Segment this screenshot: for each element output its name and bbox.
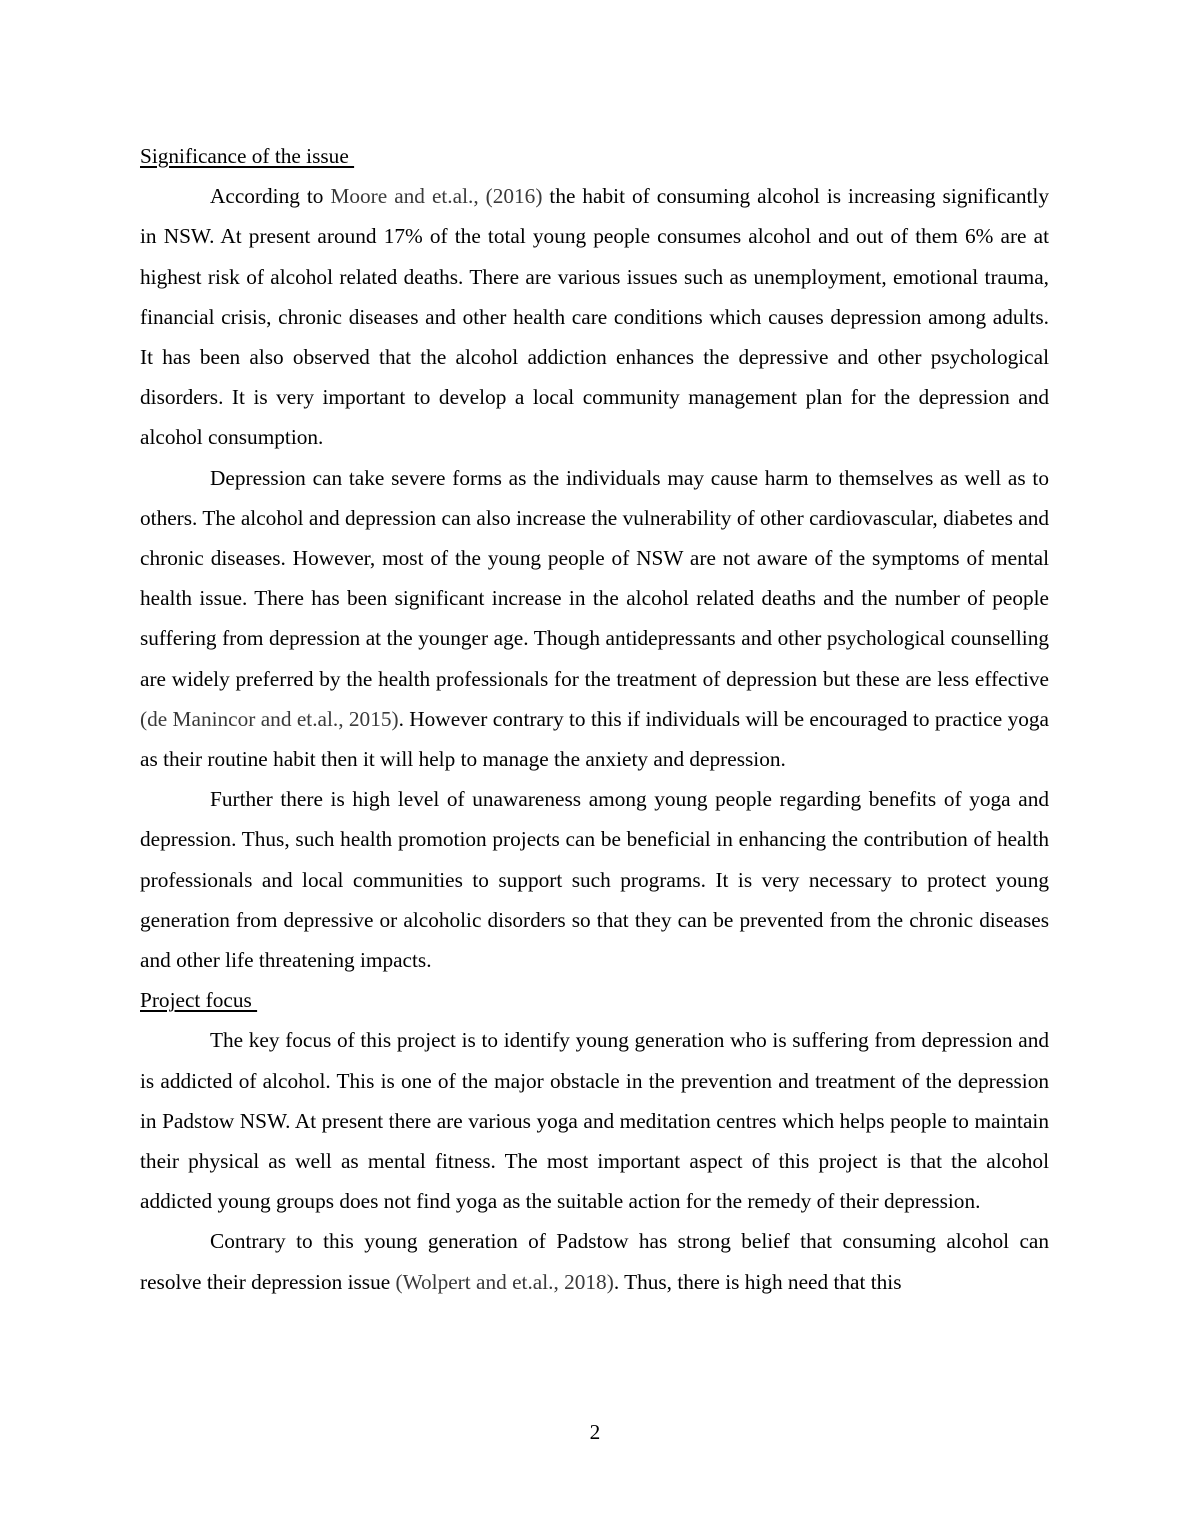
paragraph-project-focus-1: [140, 1020, 1049, 1221]
section-heading-significance: Significance of the issue: [140, 144, 355, 168]
paragraph-text: Contrary to this young generation of Padstow has strong belief that consuming alcohol can resolve their depression issue: [140, 1229, 1049, 1294]
paragraph-text: . However contrary to this if individuals will be encouraged to practice yoga as their routine habit then it will help to manage the anxiety and depression.: [140, 706, 1049, 772]
paragraph-significance-1: [140, 176, 1049, 457]
paragraph-significance-2: [140, 458, 1049, 780]
page-number: 2: [589, 1420, 601, 1444]
paragraph-text: . Thus, there is high need that this: [613, 1269, 902, 1294]
paragraph-text: According to: [210, 184, 331, 209]
section-heading-project-focus: Project focus: [140, 988, 258, 1013]
citation-moore-2016: Moore and et.al., (2016): [330, 184, 543, 209]
paragraph-significance-3: [140, 779, 1049, 980]
citation-de-manincor-2015: (de Manincor and et.al., 2015): [140, 706, 399, 731]
paragraph-text: Depression can take severe forms as the individuals may cause harm to themselves as well as to others. The alcohol and depression can also increase the vulnerability of other cardiovascular, diabetes and chronic diseases. However, most of the young people of NSW are not aware of the symptoms of mental health issue. There has been significant increase in the alcohol related deaths and the number of people suffering from depression at the younger age. Though antidepressants and other psychological counselling are widely preferred by the health professionals for the treatment of depression but these are less effective: [140, 465, 1049, 691]
paragraph-text: the habit of consuming alcohol is increasing significantly in NSW. At present around 17% of the total young people consumes alcohol and out of them 6% are at highest risk of alcohol related deaths. There are various issues such as unemployment, emotional trauma, financial crisis, chronic diseases and other health care conditions which causes depression among adults. It has been also observed that the alcohol addiction enhances the depressive and other psychological disorders. It is very important to develop a local community management plan for the depression and alcohol consumption.: [140, 184, 1049, 450]
document-page: [140, 136, 1049, 1302]
paragraph-text: The key focus of this project is to identify young generation who is suffering from depression and is addicted of alcohol. This is one of the major obstacle in the prevention and treatment of the depression in Padstow NSW. At present there are various yoga and meditation centres which helps people to maintain their physical as well as mental fitness. The most important aspect of this project is that the alcohol addicted young groups does not find yoga as the suitable action for the remedy of their depression.: [140, 1028, 1049, 1214]
paragraph-project-focus-2: [140, 1221, 1049, 1301]
citation-wolpert-2018: (Wolpert and et.al., 2018): [395, 1269, 614, 1294]
paragraph-text: Further there is high level of unawareness among young people regarding benefits of yoga and depression. Thus, such health promotion projects can be beneficial in enhancing the contribution of health professionals and local communities to support such programs. It is very necessary to protect young generation from depressive or alcoholic disorders so that they can be prevented from the chronic diseases and other life threatening impacts.: [140, 787, 1049, 973]
